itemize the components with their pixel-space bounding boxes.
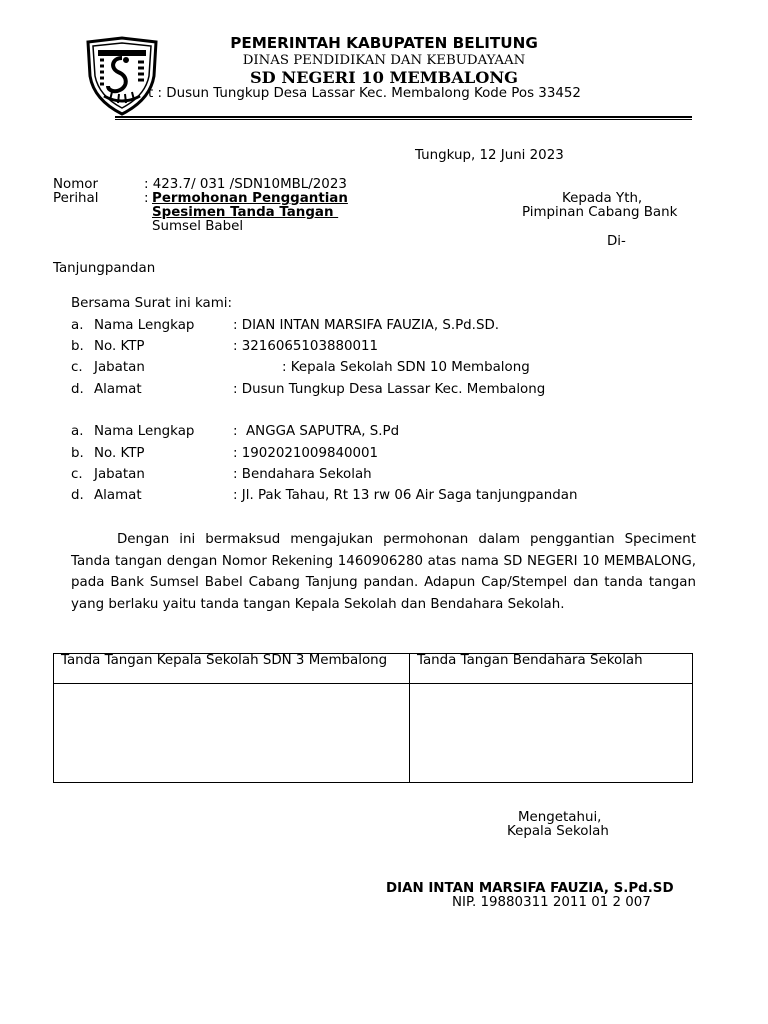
list-marker: d. — [71, 382, 84, 397]
perihal-line-1: Permohonan Penggantian — [152, 191, 348, 206]
field-value: : Kepala Sekolah SDN 10 Membalong — [282, 360, 530, 375]
recipient-addressee: Pimpinan Cabang Bank — [522, 205, 678, 220]
closing-mengetahui: Mengetahui, — [518, 810, 602, 825]
letter-date: Tungkup, 12 Juni 2023 — [415, 148, 564, 163]
field-value: : 1902021009840001 — [233, 446, 379, 461]
list-marker: b. — [71, 446, 84, 461]
signature-cell-treasurer — [410, 684, 693, 783]
perihal-line-2: Spesimen Tanda Tangan — [152, 205, 339, 220]
regency-crest-icon — [82, 36, 162, 116]
intro-text: Bersama Surat ini kami: — [71, 296, 233, 311]
list-marker: d. — [71, 488, 84, 503]
signature-table — [53, 653, 693, 783]
field-label: No. KTP — [94, 339, 145, 354]
letterhead-address: t : Dusun Tungkup Desa Lassar Kec. Membalong Kode Pos 33452 — [148, 86, 581, 101]
list-marker: c. — [71, 360, 83, 375]
list-marker: b. — [71, 339, 84, 354]
table-row — [54, 654, 693, 684]
field-label: Alamat — [94, 382, 142, 397]
field-label: Jabatan — [94, 467, 145, 482]
body-paragraph — [71, 529, 696, 615]
field-label: Nama Lengkap — [94, 424, 195, 439]
field-label: No. KTP — [94, 446, 145, 461]
list-marker: a. — [71, 424, 84, 439]
recipient-city: Tanjungpandan — [53, 261, 156, 276]
signatory-nip: NIP. 19880311 2011 01 2 007 — [452, 895, 651, 910]
perihal-line-3: Sumsel Babel — [152, 219, 244, 234]
letterhead-divider — [115, 116, 692, 118]
body-paragraph-text: Dengan ini bermaksud mengajukan permohonan dalam penggantian Speciment Tanda tangan dengan Nomor Rekening 1460906280 atas nama SD NEGERI 10 MEMBALONG, pada Bank Sumsel Babel Cabang Tanjung pandan. Adapun Cap/Stempel dan tanda tangan yang berlaku yaitu tanda tangan Kepala Sekolah dan Bendahara Sekolah. — [71, 532, 696, 612]
letterhead-government: PEMERINTAH KABUPATEN BELITUNG — [230, 34, 538, 52]
field-label: Jabatan — [94, 360, 145, 375]
list-marker: a. — [71, 318, 84, 333]
signatory-name: DIAN INTAN MARSIFA FAUZIA, S.Pd.SD — [386, 881, 674, 896]
nomor-value: : 423.7/ 031 /SDN10MBL/2023 — [144, 177, 347, 192]
field-label: Alamat — [94, 488, 142, 503]
field-label: Nama Lengkap — [94, 318, 195, 333]
signature-header-headmaster: Tanda Tangan Kepala Sekolah SDN 3 Membalong — [54, 654, 410, 684]
letterhead-school-name: SD NEGERI 10 MEMBALONG — [249, 68, 518, 87]
field-value: : DIAN INTAN MARSIFA FAUZIA, S.Pd.SD. — [233, 318, 500, 333]
perihal-label: Perihal — [53, 191, 99, 206]
list-marker: c. — [71, 467, 83, 482]
recipient-salutation: Kepada Yth, — [562, 191, 643, 206]
table-row — [54, 684, 693, 783]
perihal-colon: : — [144, 191, 149, 206]
field-value: : Dusun Tungkup Desa Lassar Kec. Membalong — [233, 382, 546, 397]
signature-header-treasurer: Tanda Tangan Bendahara Sekolah — [410, 654, 693, 684]
field-value: : 3216065103880011 — [233, 339, 379, 354]
field-value: : Jl. Pak Tahau, Rt 13 rw 06 Air Saga tanjungpandan — [233, 488, 578, 503]
closing-title: Kepala Sekolah — [507, 824, 609, 839]
letterhead-department: DINAS PENDIDIKAN DAN KEBUDAYAAN — [242, 53, 526, 68]
nomor-label: Nomor — [53, 177, 98, 192]
letterhead-divider-thin — [115, 119, 692, 120]
recipient-di: Di- — [607, 234, 626, 249]
signature-cell-headmaster — [54, 684, 410, 783]
field-value: : ANGGA SAPUTRA, S.Pd — [233, 424, 400, 439]
field-value: : Bendahara Sekolah — [233, 467, 372, 482]
